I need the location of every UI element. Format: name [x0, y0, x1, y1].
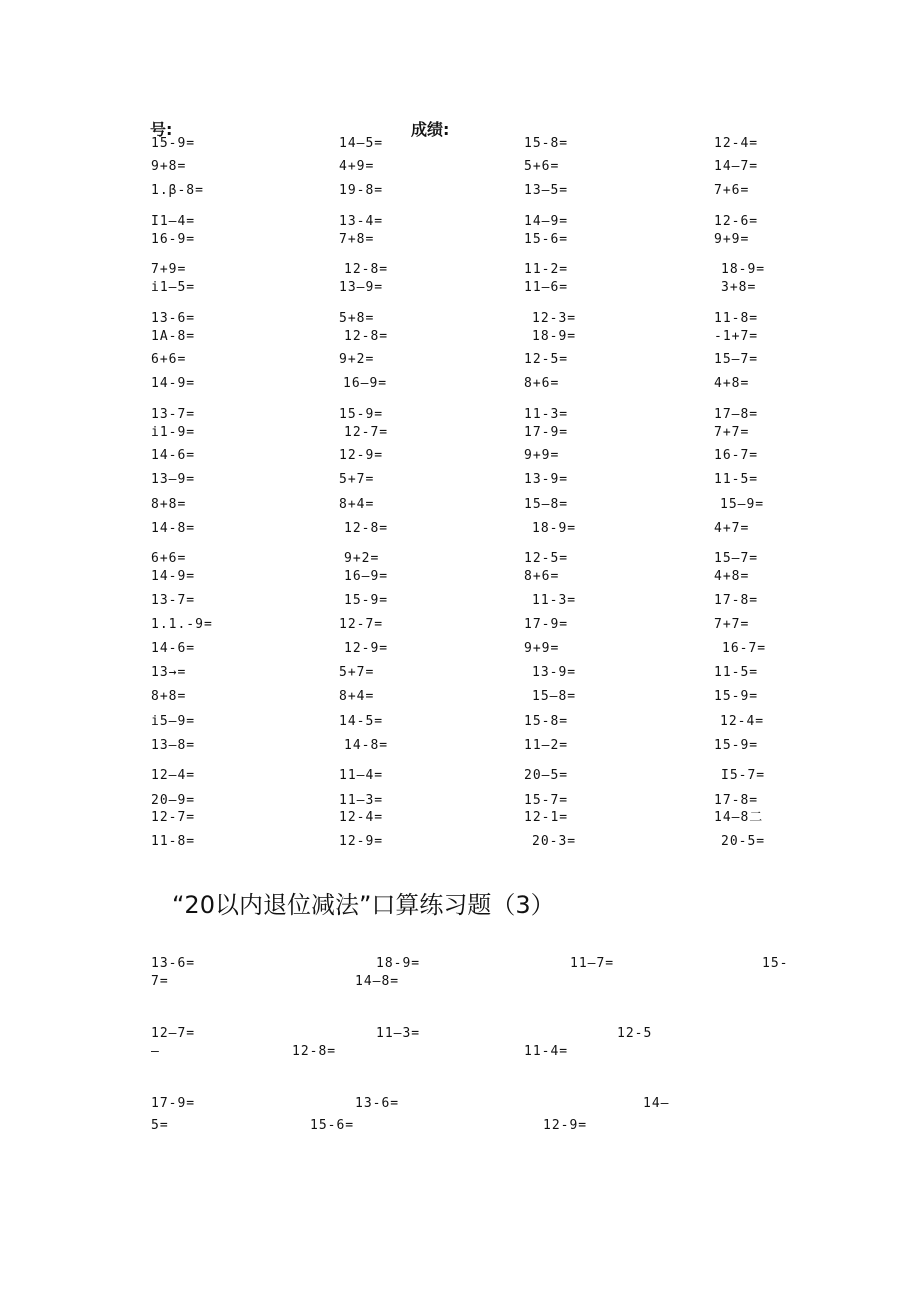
- problem: 11-5=: [714, 472, 759, 487]
- problem: 12—4=: [151, 768, 196, 783]
- problem: —: [151, 1044, 160, 1059]
- problem: 12-8=: [344, 329, 389, 344]
- problem: 13-6=: [151, 311, 196, 326]
- problem: 12-3=: [532, 311, 577, 326]
- problem: 13-6=: [151, 956, 196, 971]
- problem: 14-6=: [151, 641, 196, 656]
- problem: 9+9=: [524, 641, 560, 656]
- problem: i1—5=: [151, 280, 196, 295]
- problem: 15—8=: [532, 689, 577, 704]
- problem: 11-4=: [524, 1044, 569, 1059]
- problem: 13-6=: [355, 1096, 400, 1111]
- problem: 5+6=: [524, 159, 560, 174]
- problem: 5+7=: [339, 472, 375, 487]
- problem: 12-5: [617, 1026, 653, 1041]
- problem: 15-9=: [151, 136, 196, 151]
- problem: 15-7=: [524, 793, 569, 808]
- problem: 11—4=: [339, 768, 384, 783]
- problem: 7+9=: [151, 262, 187, 277]
- problem: 7+7=: [714, 425, 750, 440]
- problem: 15-: [762, 956, 789, 971]
- problem: 14-6=: [151, 448, 196, 463]
- problem: 14—5=: [339, 136, 384, 151]
- problem: 13—5=: [524, 183, 569, 198]
- problem: i1-9=: [151, 425, 196, 440]
- problem: 18-9=: [532, 521, 577, 536]
- problem: 20—9=: [151, 793, 196, 808]
- problem: 12-5=: [524, 551, 569, 566]
- problem: 14—8二: [714, 810, 764, 825]
- problem: 16-9=: [151, 232, 196, 247]
- problem: 16-7=: [714, 448, 759, 463]
- problem: 17-8=: [714, 793, 759, 808]
- problem: 1.β-8=: [151, 183, 204, 198]
- problem: 1A-8=: [151, 329, 196, 344]
- problem: 6+6=: [151, 352, 187, 367]
- problem: 15-9=: [339, 407, 384, 422]
- problem: 18-9=: [721, 262, 766, 277]
- problem: I5-7=: [721, 768, 766, 783]
- problem: 4+7=: [714, 521, 750, 536]
- problem: 17-9=: [524, 425, 569, 440]
- problem: 11-5=: [714, 665, 759, 680]
- problem: 11—3=: [339, 793, 384, 808]
- problem: 12—7=: [151, 1026, 196, 1041]
- problem: 17-9=: [151, 1096, 196, 1111]
- problem: 13-7=: [151, 407, 196, 422]
- problem: 11-8=: [714, 311, 759, 326]
- problem: 13-9=: [532, 665, 577, 680]
- problem: 5=: [151, 1118, 169, 1133]
- problem: 8+6=: [524, 376, 560, 391]
- problem: 7+6=: [714, 183, 750, 198]
- problem: 3+8=: [721, 280, 757, 295]
- problem: I1—4=: [151, 214, 196, 229]
- problem: 12-9=: [344, 641, 389, 656]
- problem: 11-2=: [524, 262, 569, 277]
- problem: 20-3=: [532, 834, 577, 849]
- problem: 16—9=: [344, 569, 389, 584]
- problem: 13→=: [151, 665, 187, 680]
- problem: 14-9=: [151, 376, 196, 391]
- problem: 12-4=: [720, 714, 765, 729]
- problem: 20—5=: [524, 768, 569, 783]
- problem: 14-5=: [339, 714, 384, 729]
- problem: 7+7=: [714, 617, 750, 632]
- problem: 11—7=: [570, 956, 615, 971]
- problem: 7+8=: [339, 232, 375, 247]
- problem: 14-9=: [151, 569, 196, 584]
- problem: 11-8=: [151, 834, 196, 849]
- problem: 8+4=: [339, 497, 375, 512]
- problem: 13—9=: [339, 280, 384, 295]
- problem: -1+7=: [714, 329, 759, 344]
- problem: 8+6=: [524, 569, 560, 584]
- problem: 15—7=: [714, 352, 759, 367]
- problem: 15—9=: [720, 497, 765, 512]
- problem: 12-8=: [292, 1044, 337, 1059]
- problem: 15-8=: [524, 714, 569, 729]
- problem: 12-7=: [151, 810, 196, 825]
- problem: 11-3=: [532, 593, 577, 608]
- problem: 15—8=: [524, 497, 569, 512]
- problem: 9+9=: [714, 232, 750, 247]
- problem: 12-6=: [714, 214, 759, 229]
- problem: 13-7=: [151, 593, 196, 608]
- problem: 8+8=: [151, 689, 187, 704]
- problem: 11-3=: [524, 407, 569, 422]
- problem: 14—7=: [714, 159, 759, 174]
- problem: 12-9=: [543, 1118, 588, 1133]
- problem: 13—8=: [151, 738, 196, 753]
- problem: 11—6=: [524, 280, 569, 295]
- problem: 14-8=: [344, 738, 389, 753]
- problem: 11—3=: [376, 1026, 421, 1041]
- problem: 12-4=: [339, 810, 384, 825]
- problem: 8+4=: [339, 689, 375, 704]
- problem: 12-5=: [524, 352, 569, 367]
- problem: 9+2=: [339, 352, 375, 367]
- problem: 16—9=: [343, 376, 388, 391]
- problem: 17-8=: [714, 593, 759, 608]
- problem: 19-8=: [339, 183, 384, 198]
- problem: 15-9=: [714, 689, 759, 704]
- problem: 1.1.-9=: [151, 617, 213, 632]
- problem: 20-5=: [721, 834, 766, 849]
- problem: 4+9=: [339, 159, 375, 174]
- problem: 12-8=: [344, 262, 389, 277]
- problem: 11—2=: [524, 738, 569, 753]
- problem: 14—: [643, 1096, 670, 1111]
- problem: 5+7=: [339, 665, 375, 680]
- score-label: 成绩:: [411, 120, 450, 139]
- problem: 16-7=: [722, 641, 767, 656]
- problem: 9+8=: [151, 159, 187, 174]
- problem: 14-8=: [151, 521, 196, 536]
- problem: 15-9=: [344, 593, 389, 608]
- problem: 17—8=: [714, 407, 759, 422]
- problem: 12-7=: [344, 425, 389, 440]
- problem: 6+6=: [151, 551, 187, 566]
- problem: 15-6=: [524, 232, 569, 247]
- problem: 14—9=: [524, 214, 569, 229]
- problem: 13—9=: [151, 472, 196, 487]
- problem: 12-8=: [344, 521, 389, 536]
- problem: 12-9=: [339, 448, 384, 463]
- problem: 12-7=: [339, 617, 384, 632]
- problem: 15-9=: [714, 738, 759, 753]
- problem: 15—7=: [714, 551, 759, 566]
- problem: 12-4=: [714, 136, 759, 151]
- problem: 4+8=: [714, 569, 750, 584]
- problem: 13-4=: [339, 214, 384, 229]
- problem: 18-9=: [376, 956, 421, 971]
- worksheet-title: “20以内退位减法”口算练习题（3）: [172, 891, 555, 919]
- problem: 15-6=: [310, 1118, 355, 1133]
- problem: 15-8=: [524, 136, 569, 151]
- problem: 14—8=: [355, 974, 400, 989]
- problem: 4+8=: [714, 376, 750, 391]
- problem: 9+2=: [344, 551, 380, 566]
- problem: 5+8=: [339, 311, 375, 326]
- problem: 12-9=: [339, 834, 384, 849]
- student-number-label: 号:: [150, 120, 173, 139]
- problem: 9+9=: [524, 448, 560, 463]
- problem: 18-9=: [532, 329, 577, 344]
- problem: 17-9=: [524, 617, 569, 632]
- problem: 13-9=: [524, 472, 569, 487]
- problem: 8+8=: [151, 497, 187, 512]
- problem: 7=: [151, 974, 169, 989]
- problem: i5—9=: [151, 714, 196, 729]
- problem: 12-1=: [524, 810, 569, 825]
